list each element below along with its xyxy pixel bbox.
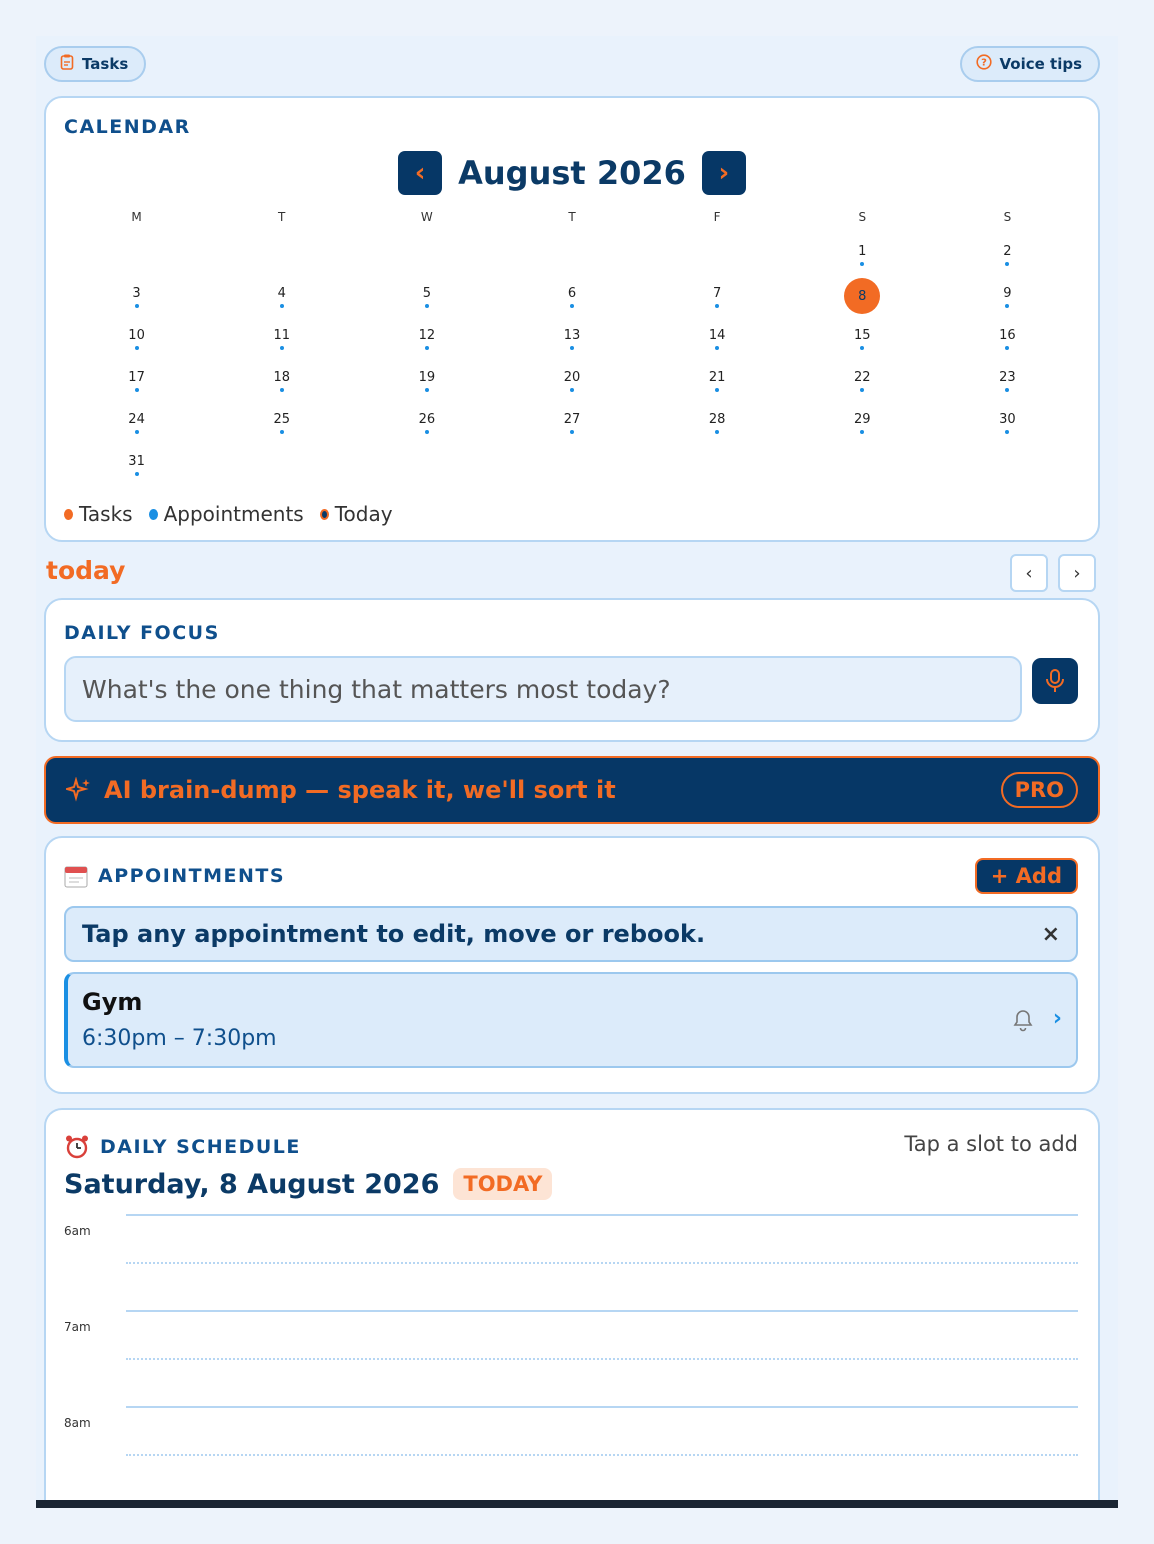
- day-number: 29: [854, 412, 871, 427]
- day-number: 17: [128, 370, 145, 385]
- day-number: 26: [418, 412, 436, 427]
- calendar-day-today[interactable]: [790, 280, 935, 322]
- time-slot-7am[interactable]: [64, 1310, 1078, 1406]
- calendar-day[interactable]: [790, 322, 935, 364]
- appointment-dot-icon: [1005, 304, 1009, 308]
- day-number: 12: [418, 328, 436, 343]
- appointment-dot-icon: [860, 388, 864, 392]
- calendar-day[interactable]: [499, 322, 644, 364]
- reminder-bell-icon[interactable]: [1012, 1008, 1034, 1036]
- prev-month-button[interactable]: ‹: [398, 151, 442, 195]
- today-badge: TODAY: [453, 1168, 552, 1200]
- appointment-title: Gym: [82, 988, 143, 1016]
- day-number: 21: [708, 370, 726, 385]
- appointment-dot-icon: [425, 430, 429, 434]
- today-heading: today: [46, 556, 126, 585]
- appointments-header: [64, 864, 285, 888]
- appointment-dot-icon: [570, 304, 574, 308]
- appointment-tip-banner: [64, 906, 1078, 962]
- prev-day-button[interactable]: ‹: [1010, 554, 1048, 592]
- day-number: 19: [418, 370, 436, 385]
- time-slot-label: 7am: [64, 1320, 91, 1334]
- svg-text:?: ?: [980, 57, 987, 69]
- weekday-header: W: [420, 210, 433, 224]
- calendar-day[interactable]: [935, 406, 1080, 448]
- calendar-day[interactable]: [64, 280, 209, 322]
- appointment-dot-icon: [715, 346, 719, 350]
- daily-schedule-title: DAILY SCHEDULE: [100, 1136, 301, 1158]
- time-slot-8am[interactable]: [64, 1406, 1078, 1502]
- schedule-hint: Tap a slot to add: [904, 1132, 1078, 1156]
- calendar-day[interactable]: [790, 238, 935, 280]
- voice-tips-button[interactable]: [960, 46, 1101, 82]
- weekday-header: F: [713, 210, 721, 224]
- legend-today-label: Today: [334, 502, 393, 526]
- hour-divider: [126, 1406, 1078, 1408]
- calendar-day[interactable]: [209, 406, 354, 448]
- appointment-dot-icon: [570, 346, 574, 350]
- appointment-dot-icon: [715, 430, 719, 434]
- close-tip-button[interactable]: ×: [1041, 921, 1060, 947]
- calendar-day[interactable]: [354, 280, 499, 322]
- day-number: 28: [708, 412, 726, 427]
- daily-focus-input[interactable]: What's the one thing that matters most today?: [64, 656, 1022, 722]
- day-number: 20: [563, 370, 581, 385]
- calendar-day[interactable]: [209, 322, 354, 364]
- half-hour-divider: [126, 1454, 1078, 1456]
- next-day-button[interactable]: ›: [1058, 554, 1096, 592]
- appointment-dot-icon: [1005, 346, 1009, 350]
- appointment-dot-icon: [860, 430, 864, 434]
- alarm-clock-icon: [64, 1134, 90, 1160]
- day-number: 30: [999, 412, 1016, 427]
- daily-focus-title: DAILY FOCUS: [64, 622, 220, 644]
- day-number: 13: [563, 328, 581, 343]
- appointment-dot-icon: [280, 388, 284, 392]
- day-number: 16: [999, 328, 1016, 343]
- calendar-card: [44, 96, 1100, 542]
- hour-divider: [126, 1214, 1078, 1216]
- tasks-button[interactable]: [44, 46, 146, 82]
- empty-day-cell: [499, 238, 644, 280]
- appointments-dot-icon: [149, 509, 158, 520]
- mic-button[interactable]: [1032, 658, 1078, 704]
- appointment-dot-icon: [280, 304, 284, 308]
- tasks-label: Tasks: [82, 55, 129, 73]
- time-slot-label: 6am: [64, 1224, 91, 1238]
- appointment-item[interactable]: [64, 972, 1078, 1068]
- appointment-dot-icon: [1005, 262, 1009, 266]
- calendar-day[interactable]: [645, 280, 790, 322]
- empty-day-cell: [64, 238, 209, 280]
- calendar-day[interactable]: [64, 406, 209, 448]
- tasks-icon: [60, 54, 74, 74]
- calendar-day[interactable]: [499, 406, 644, 448]
- day-number: 6: [567, 286, 577, 301]
- today-dot-icon: [320, 509, 329, 520]
- calendar-day[interactable]: [209, 364, 354, 406]
- calendar-day[interactable]: [935, 280, 1080, 322]
- calendar-page-icon: [64, 864, 88, 888]
- appointment-dot-icon: [425, 388, 429, 392]
- appointment-dot-icon: [425, 304, 429, 308]
- day-number: 10: [128, 328, 145, 343]
- empty-day-cell: [354, 238, 499, 280]
- empty-day-cell: [645, 238, 790, 280]
- calendar-day[interactable]: [209, 280, 354, 322]
- calendar-day[interactable]: [790, 406, 935, 448]
- hour-divider: [126, 1310, 1078, 1312]
- day-number: 31: [128, 454, 145, 469]
- appointment-tip-text: Tap any appointment to edit, move or rebook.: [82, 920, 706, 948]
- calendar-legend: [64, 502, 393, 526]
- legend-tasks: [64, 502, 133, 526]
- calendar-day[interactable]: [354, 322, 499, 364]
- day-number: 25: [273, 412, 290, 427]
- schedule-date: Saturday, 8 August 2026: [64, 1168, 440, 1200]
- daily-schedule-card: [44, 1108, 1100, 1502]
- appointment-dot-icon: [860, 346, 864, 350]
- calendar-day[interactable]: [499, 364, 644, 406]
- ai-brain-dump-label: AI brain-dump — speak it, we'll sort it: [104, 776, 616, 804]
- appointment-dot-icon: [135, 472, 139, 476]
- weekday-header: M: [131, 210, 142, 224]
- month-label: August 2026: [458, 154, 686, 192]
- daily-schedule-header: [64, 1134, 301, 1160]
- legend-appointments-label: Appointments: [163, 502, 304, 526]
- time-slot-label: 8am: [64, 1416, 91, 1430]
- calendar-day[interactable]: [354, 364, 499, 406]
- next-month-button[interactable]: ›: [702, 151, 746, 195]
- calendar-day[interactable]: [499, 280, 644, 322]
- month-navigator: [46, 150, 1098, 196]
- day-number: 3: [132, 286, 141, 301]
- calendar-day[interactable]: [645, 406, 790, 448]
- app-window: [36, 36, 1118, 1502]
- daily-focus-card: [44, 598, 1100, 742]
- appointment-dot-icon: [1005, 430, 1009, 434]
- appointment-dot-icon: [715, 388, 719, 392]
- day-number: 23: [999, 370, 1016, 385]
- calendar-grid: [64, 210, 1080, 490]
- day-number: 5: [422, 286, 431, 301]
- legend-today: [320, 502, 393, 526]
- calendar-day[interactable]: [790, 364, 935, 406]
- day-number: 15: [854, 328, 871, 343]
- weekday-header: T: [278, 210, 286, 224]
- appointment-time: 6:30pm – 7:30pm: [82, 1026, 277, 1051]
- voice-tips-label: Voice tips: [999, 55, 1082, 73]
- calendar-day[interactable]: [935, 364, 1080, 406]
- appointments-card: [44, 836, 1100, 1094]
- day-number: 9: [1003, 286, 1012, 301]
- appointment-dot-icon: [860, 262, 864, 266]
- appointment-dot-icon: [135, 346, 139, 350]
- appointment-dot-icon: [570, 388, 574, 392]
- day-number: 14: [708, 328, 726, 343]
- weekday-header: T: [568, 210, 576, 224]
- appointment-dot-icon: [280, 346, 284, 350]
- day-number: 7: [712, 286, 722, 301]
- calendar-day[interactable]: [645, 364, 790, 406]
- calendar-day[interactable]: [935, 238, 1080, 280]
- day-number: 11: [273, 328, 290, 343]
- calendar-day[interactable]: [64, 364, 209, 406]
- appointment-dot-icon: [715, 304, 719, 308]
- schedule-date-row: [64, 1168, 552, 1200]
- bottom-bar: [36, 1500, 1118, 1508]
- day-number: 18: [273, 370, 290, 385]
- day-number: 24: [128, 412, 145, 427]
- help-circle-icon: [976, 54, 992, 74]
- weekday-header: S: [858, 210, 867, 224]
- add-appointment-button[interactable]: + Add: [975, 858, 1078, 894]
- appointment-dot-icon: [570, 430, 574, 434]
- half-hour-divider: [126, 1358, 1078, 1360]
- appointments-title: APPOINTMENTS: [98, 865, 286, 887]
- appointment-dot-icon: [1005, 388, 1009, 392]
- calendar-day[interactable]: [354, 406, 499, 448]
- calendar-day[interactable]: [645, 322, 790, 364]
- appointment-dot-icon: [425, 346, 429, 350]
- weekday-header: S: [1003, 210, 1012, 224]
- top-bar: [44, 46, 1100, 82]
- day-number: 2: [1003, 244, 1012, 259]
- microphone-icon: [1044, 668, 1066, 694]
- appointment-dot-icon: [135, 304, 139, 308]
- tasks-dot-icon: [64, 509, 73, 520]
- legend-tasks-label: Tasks: [79, 502, 133, 526]
- calendar-title: CALENDAR: [64, 116, 191, 138]
- calendar-day[interactable]: [935, 322, 1080, 364]
- day-number: 27: [563, 412, 581, 427]
- appointment-dot-icon: [135, 430, 139, 434]
- chevron-right-icon[interactable]: ›: [1052, 1006, 1062, 1031]
- legend-appointments: [149, 502, 304, 526]
- empty-day-cell: [209, 238, 354, 280]
- time-slot-6am[interactable]: [64, 1214, 1078, 1310]
- pro-badge: PRO: [1001, 772, 1078, 808]
- appointment-dot-icon: [135, 388, 139, 392]
- ai-brain-dump-button[interactable]: [44, 756, 1100, 824]
- appointment-dot-icon: [280, 430, 284, 434]
- day-number: 22: [854, 370, 871, 385]
- calendar-day[interactable]: [64, 448, 209, 490]
- half-hour-divider: [126, 1262, 1078, 1264]
- day-number: 4: [277, 286, 286, 301]
- day-number: 8: [844, 278, 880, 314]
- calendar-day[interactable]: [64, 322, 209, 364]
- sparkle-icon: [66, 777, 92, 803]
- day-number: 1: [858, 244, 867, 259]
